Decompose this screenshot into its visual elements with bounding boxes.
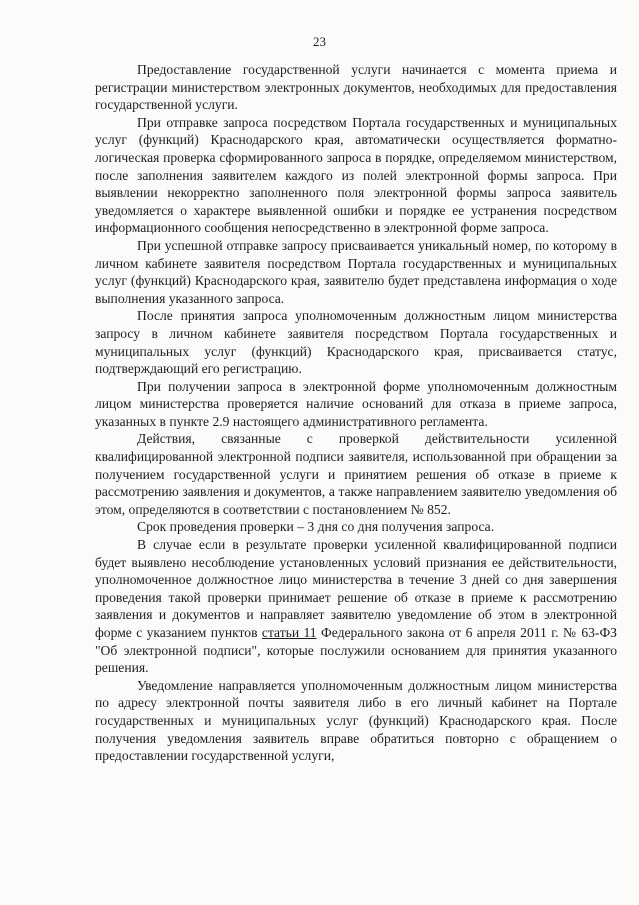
page-number: 23: [313, 34, 326, 49]
paragraph-signature-invalid: [95, 536, 617, 677]
paragraph-unique-number: При успешной отправке запросу присваивается уникальный номер, по которому в личном кабинете заявителя посредством Портала государственных и муниципальных услуг (функций) Краснодарского края, заявителю будет представлена информация о ходе выполнения указанного запроса.: [95, 237, 617, 306]
paragraph-check-deadline: Срок проведения проверки – 3 дня со дня получения запроса.: [137, 519, 495, 535]
paragraph-refusal-grounds-check: При получении запроса в электронной форме уполномоченным должностным лицом министерства проверяется наличие оснований для отказа в приеме запроса, указанных в пункте 2.9 настоящего административного регламента.: [95, 378, 617, 429]
paragraph-signature-verification: Действия, связанные с проверкой действительности усиленной квалифицированной электронной подписи заявителя, использованной при обращении за получением государственной услуги и принятием решения об отказе в приеме к рассмотрению заявления и документов, а также направлением заявителю уведомления об этом, определяются в соответствии с постановлением № 852.: [95, 431, 617, 517]
paragraph-signature-invalid-tail: Федерального закона от 6 апреля 2011 г. № 63-ФЗ "Об электронной подписи", которые послужили основанием для принятия указанного решения.: [95, 625, 617, 676]
paragraph-signature-invalid-text: В случае если в результате проверки усиленной квалифицированной подписи будет выявлено несоблюдение установленных условий признания ее действительности, уполномоченное должностное лицо министерства в течение 3 дней со дня завершения проведения такой проверки принимает решение об отказе в приеме к рассмотрению заявления и документов и направляет заявителю уведомление об этом в электронной форме с указанием пунктов: [95, 537, 617, 640]
paragraph-notification: Уведомление направляется уполномоченным должностным лицом министерства по адресу электронной почты заявителя либо в его личный кабинет на Портале государственных и муниципальных услуг (функций) Краснодарского края. После получения уведомления заявитель вправе обратиться повторно с обращением о предоставлении государственной услуги,: [95, 677, 617, 764]
paragraph-format-check: При отправке запроса посредством Портала государственных и муниципальных услуг (функций) Краснодарского края, автоматически осуществляется форматно-логическая проверка сформированного запроса в порядке, определяемом министерством, после заполнения заявителем каждого из полей электронной формы запроса. При выявлении некорректно заполненного поля электронной формы запроса заявитель уведомляется о характере выявленной ошибки и порядке ее устранения посредством информационного сообщения непосредственно в электронной форме запроса.: [95, 114, 617, 236]
document-body: [95, 61, 617, 765]
paragraph-status-assignment: После принятия запроса уполномоченным должностным лицом министерства запросу в личном кабинете заявителя посредством Портала государственных и муниципальных услуг (функций) Краснодарского края, присваивается статус, подтверждающий его регистрацию.: [95, 308, 617, 377]
law-article-link[interactable]: статьи 11: [261, 625, 317, 640]
paragraph-registration-start: Предоставление государственной услуги начинается с момента приема и регистрации министерством электронных документов, необходимых для предоставления государственной услуги.: [95, 62, 617, 113]
